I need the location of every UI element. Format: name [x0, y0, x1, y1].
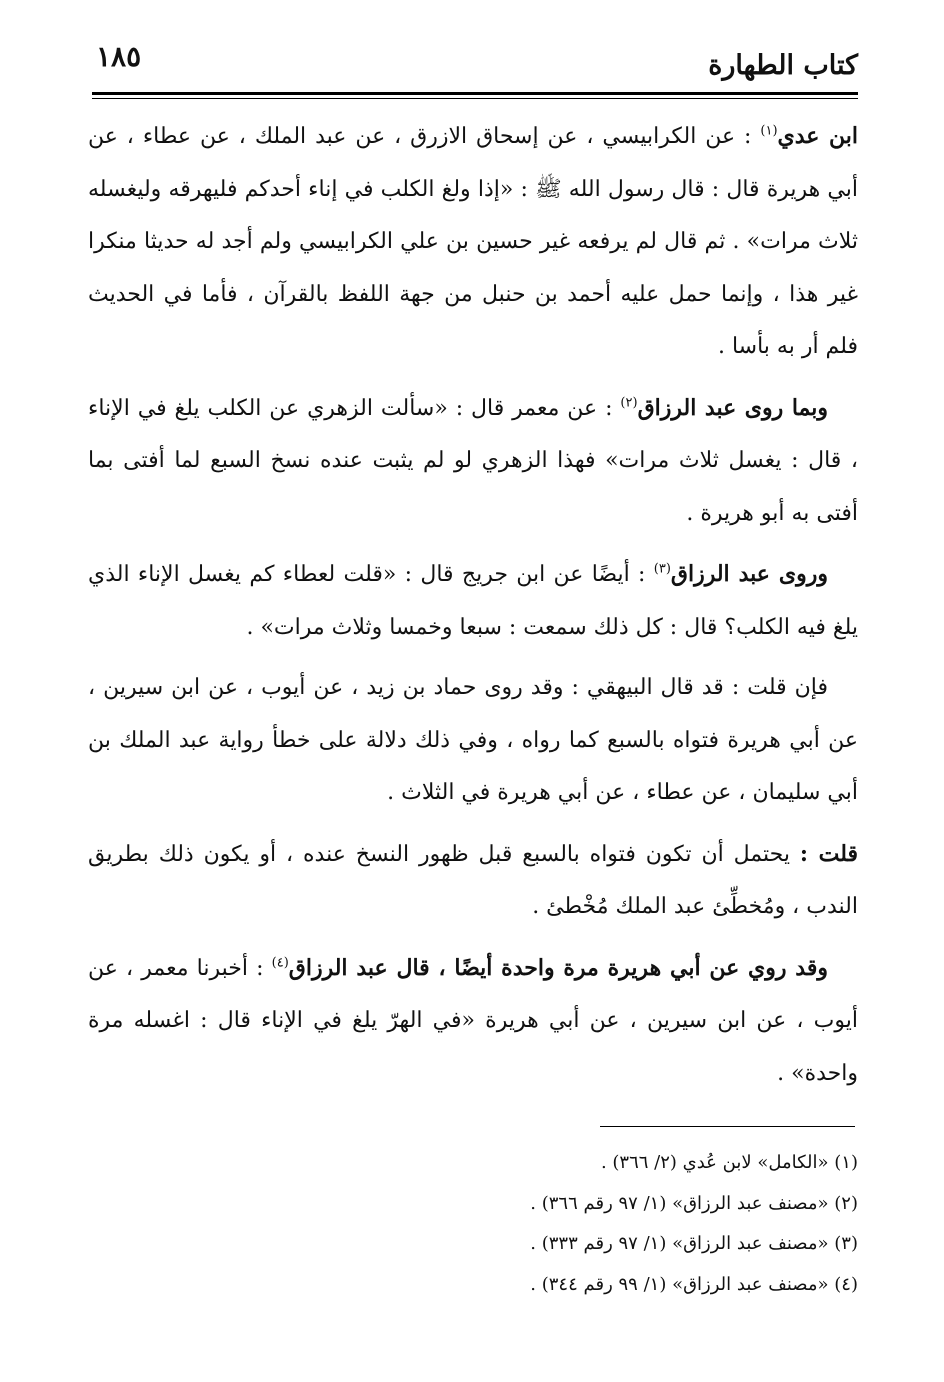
footnotes — [88, 1143, 858, 1305]
footnote-ref: (٣) — [653, 561, 671, 577]
paragraph — [88, 382, 858, 541]
footnote-ref: (٤) — [271, 955, 289, 971]
paragraph-lead: وقد روي عن أبي هريرة مرة واحدة أيضًا ، قال عبد الرزاق — [288, 954, 828, 981]
footnote: (٢) «مصنف عبد الرزاق» (١/ ٩٧ رقم ٣٦٦) . — [530, 1192, 858, 1214]
chapter-title: كتاب الطهارة — [708, 50, 858, 81]
paragraph — [88, 828, 858, 934]
footnote-ref: (١) — [760, 123, 778, 139]
paragraph-lead: وروى عبد الرزاق — [670, 561, 828, 587]
paragraph-text: فإن قلت : قد قال البيهقي : وقد روى حماد بن زيد ، عن أيوب ، عن ابن سيرين ، عن أبي هريرة فتواه بالسبع كما رواه ، وفي ذلك دلالة على خطأ رواية عبد الملك بن أبي سليمان ، عن عطاء ، عن أبي هريرة في الثلاث . — [88, 675, 858, 805]
paragraph — [88, 110, 858, 374]
paragraph — [88, 942, 858, 1101]
paragraph — [88, 662, 858, 820]
paragraph — [88, 548, 858, 654]
paragraph-text: : أيضًا عن ابن جريج قال : «قلت لعطاء كم يغسل الإناء الذي يلغ فيه الكلب؟ قال : كل ذلك سمعت : سبعا وخمسا وثلاث مرات» . — [88, 562, 858, 640]
footnote-separator — [600, 1126, 855, 1127]
paragraph-text: يحتمل أن تكون فتواه بالسبع قبل ظهور النسخ عنده ، أو يكون ذلك بطريق الندب ، ومُخطِّئ عبد الملك مُخْطئ . — [88, 841, 858, 919]
page-number: ١٨٥ — [96, 40, 142, 73]
paragraph-text: : أخبرنا معمر ، عن أيوب ، عن ابن سيرين ، عن أبي هريرة «في الهرّ يلغ في الإناء قال : اغسله مرة واحدة» . — [88, 955, 858, 1086]
page-header — [88, 38, 858, 92]
footnote-ref: (٢) — [620, 395, 638, 411]
footnote: (٣) «مصنف عبد الرزاق» (١/ ٩٧ رقم ٣٣٣) . — [530, 1233, 858, 1254]
body-text — [88, 110, 858, 1108]
paragraph-text: : عن الكرابيسي ، عن إسحاق الازرق ، عن عبد الملك ، عن عطاء ، عن أبي هريرة قال : قال رسول الله ﷺ : «إذا ولغ الكلب في إناء أحدكم فليهرقه وليغسله ثلاث مرات» . ثم قال لم يرفعه غير حسين بن علي الكرابيسي ولم أجد له حديثا منكرا غير هذا ، وإنما حمل عليه أحمد بن حنبل من جهة اللفظ بالقرآن ، فأما في الحديث فلم أر به بأسا . — [88, 124, 858, 359]
paragraph-text: : عن معمر قال : «سألت الزهري عن الكلب يلغ في الإناء ، قال : يغسل ثلاث مرات» فهذا الزهري لو لم يثبت عنده نسخ السبع لما أفتى بما أفتى به أبو هريرة . — [88, 395, 858, 526]
header-rule-thick — [92, 92, 858, 95]
paragraph-lead: وبما روى عبد الرزاق — [637, 394, 828, 421]
paragraph-lead: قلت : — [799, 840, 859, 867]
paragraph-lead: ابن عدي — [777, 123, 859, 149]
header-rule-thin — [92, 98, 858, 99]
footnote: (٤) «مصنف عبد الرزاق» (١/ ٩٩ رقم ٣٤٤) . — [530, 1273, 858, 1295]
footnote: (١) «الكامل» لابن عُدي (٢/ ٣٦٦) . — [600, 1152, 858, 1173]
